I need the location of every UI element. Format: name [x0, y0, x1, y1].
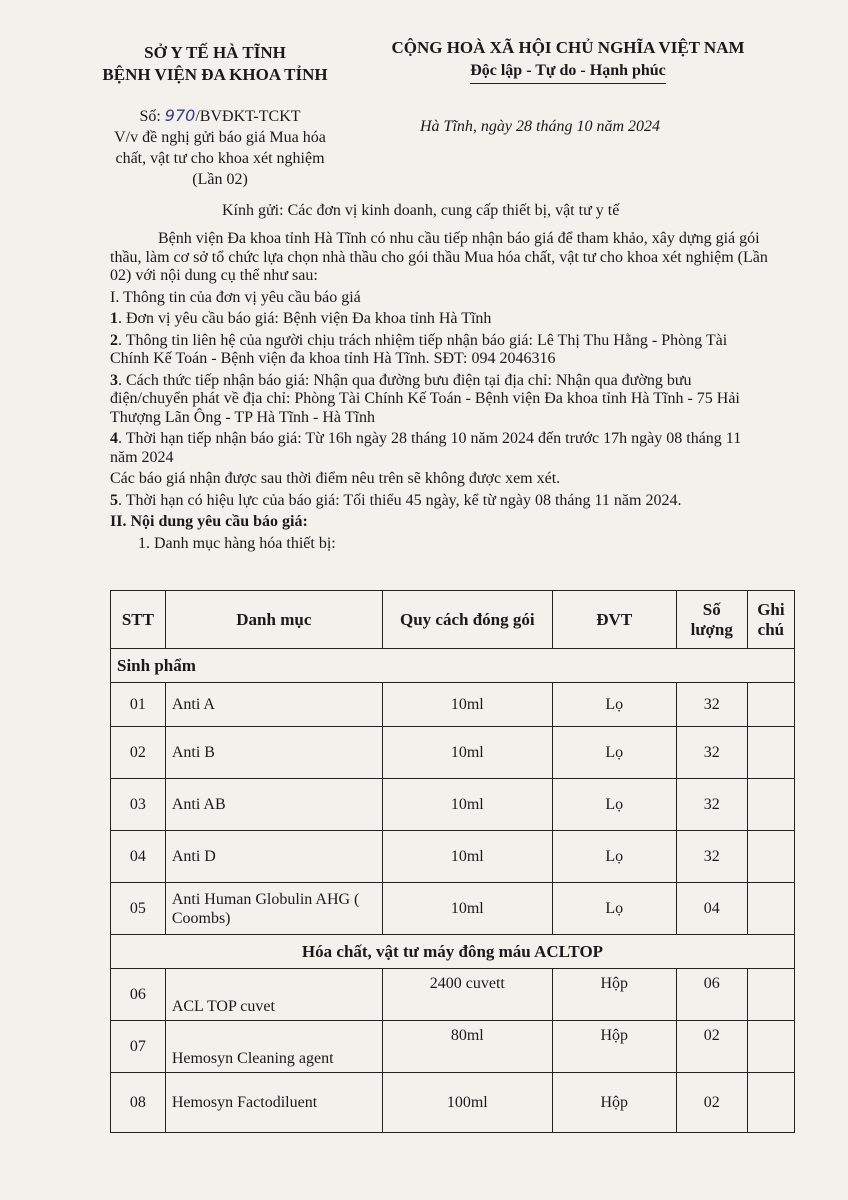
item-5: 5. Thời hạn có hiệu lực của báo giá: Tối thiểu 45 ngày, kể từ ngày 08 tháng 11 năm 2024.	[110, 491, 682, 509]
group-2-label: Hóa chất, vật tư máy đông máu ACLTOP	[111, 935, 795, 969]
nation-title: CỘNG HOÀ XÃ HỘI CHỦ NGHĨA VIỆT NAM	[391, 38, 745, 57]
cell-note	[747, 727, 794, 779]
cell-name: Anti D	[165, 831, 382, 883]
cell-name: Anti AB	[165, 779, 382, 831]
recipient-line: Kính gửi: Các đơn vị kinh doanh, cung cấp thiết bị, vật tư y tế	[222, 202, 620, 219]
header-unit: ĐVT	[552, 591, 676, 649]
cell-name: ACL TOP cuvet	[165, 969, 382, 1021]
cell-unit: Lọ	[552, 831, 676, 883]
header-stt: STT	[111, 591, 166, 649]
item-4: 4. Thời hạn tiếp nhận báo giá: Từ 16h ngày 28 tháng 10 năm 2024 đến trước 17h ngày 08 tháng 11 năm 2024	[110, 430, 742, 466]
document-date: Hà Tĩnh, ngày 28 tháng 10 năm 2024	[420, 118, 660, 135]
table-row	[111, 683, 795, 727]
table-row	[111, 831, 795, 883]
cell-note	[747, 969, 794, 1021]
item-1: 1. Đơn vị yêu cầu báo giá: Bệnh viện Đa khoa tỉnh Hà Tĩnh	[110, 310, 492, 327]
subject-line-2: chất, vật tư cho khoa xét nghiệm	[115, 150, 325, 167]
cell-name: Anti B	[165, 727, 382, 779]
cell-qty: 32	[676, 831, 747, 883]
group-row	[111, 649, 795, 683]
cell-qty: 02	[676, 1021, 747, 1073]
cell-spec: 2400 cuvett	[382, 969, 552, 1021]
item-3: 3. Cách thức tiếp nhận báo giá: Nhận qua đường bưu điện tại địa chỉ: Nhận qua đường bưu điện/chuyển phát về địa chỉ: Phòng Tài Chính Kế Toán - Bệnh viện Đa khoa tỉnh Hà Tĩnh - 75 Hải Thượng Lãn Ông - TP Hà Tĩnh - Hà Tĩnh	[110, 371, 740, 426]
group-1-label: Sinh phẩm	[111, 649, 795, 683]
cell-unit: Hộp	[552, 969, 676, 1021]
cell-stt: 08	[111, 1073, 166, 1133]
cell-qty: 04	[676, 883, 747, 935]
cell-spec: 10ml	[382, 883, 552, 935]
section-1-heading: I. Thông tin của đơn vị yêu cầu báo giá	[110, 288, 361, 306]
cell-spec: 10ml	[382, 727, 552, 779]
nation-motto: Độc lập - Tự do - Hạnh phúc	[470, 59, 666, 84]
cell-stt: 01	[111, 683, 166, 727]
cell-name: Hemosyn Factodiluent	[165, 1073, 382, 1133]
cell-note	[747, 831, 794, 883]
org-line-2: BỆNH VIỆN ĐA KHOA TỈNH	[102, 65, 328, 84]
cell-qty: 32	[676, 683, 747, 727]
table-row	[111, 779, 795, 831]
group-row	[111, 935, 795, 969]
items-table	[110, 590, 795, 1133]
document-number: Số: 970/BVĐKT-TCKT	[139, 106, 301, 125]
cell-spec: 10ml	[382, 779, 552, 831]
table-row	[111, 727, 795, 779]
header-qty: Số lượng	[676, 591, 747, 649]
cell-name: Hemosyn Cleaning agent	[165, 1021, 382, 1073]
cell-name: Anti A	[165, 683, 382, 727]
document-number-block	[100, 105, 340, 190]
cell-note	[747, 1021, 794, 1073]
cell-note	[747, 683, 794, 727]
header-spec: Quy cách đóng gói	[382, 591, 552, 649]
cell-spec: 10ml	[382, 683, 552, 727]
cell-unit: Lọ	[552, 683, 676, 727]
cell-stt: 03	[111, 779, 166, 831]
table-row	[111, 883, 795, 935]
cell-spec: 100ml	[382, 1073, 552, 1133]
cell-spec: 10ml	[382, 831, 552, 883]
list-label: 1. Danh mục hàng hóa thiết bị:	[138, 534, 336, 552]
cell-spec: 80ml	[382, 1021, 552, 1073]
table-header-row	[111, 591, 795, 649]
subject-line-3: (Lần 02)	[192, 171, 248, 188]
cell-unit: Lọ	[552, 779, 676, 831]
org-line-1: SỞ Y TẾ HÀ TĨNH	[144, 43, 286, 62]
document-body	[110, 230, 770, 556]
late-note: Các báo giá nhận được sau thời điểm nêu trên sẽ không được xem xét.	[110, 470, 561, 487]
table-row	[111, 1073, 795, 1133]
cell-stt: 06	[111, 969, 166, 1021]
section-2-heading: II. Nội dung yêu cầu báo giá:	[110, 513, 308, 530]
table-row	[111, 1021, 795, 1073]
cell-qty: 32	[676, 727, 747, 779]
cell-stt: 04	[111, 831, 166, 883]
cell-name: Anti Human Globulin AHG ( Coombs)	[165, 883, 382, 935]
table-row	[111, 969, 795, 1021]
cell-note	[747, 1073, 794, 1133]
cell-unit: Lọ	[552, 727, 676, 779]
cell-stt: 02	[111, 727, 166, 779]
cell-note	[747, 779, 794, 831]
cell-stt: 07	[111, 1021, 166, 1073]
header-name: Danh mục	[165, 591, 382, 649]
cell-unit: Hộp	[552, 1073, 676, 1133]
cell-qty: 32	[676, 779, 747, 831]
nation-header	[368, 36, 768, 84]
intro-paragraph: Bệnh viện Đa khoa tỉnh Hà Tĩnh có nhu cầu tiếp nhận báo giá để tham khảo, xây dựng giá gói thầu, làm cơ sở tổ chức lựa chọn nhà thầu cho gói thầu Mua hóa chất, vật tư cho khoa xét nghiệm (Lần 02) với nội dung cụ thể như sau:	[110, 230, 768, 284]
cell-qty: 02	[676, 1073, 747, 1133]
handwritten-number: 970	[164, 106, 196, 125]
organization-header	[100, 42, 330, 86]
header-note: Ghi chú	[747, 591, 794, 649]
cell-stt: 05	[111, 883, 166, 935]
cell-unit: Hộp	[552, 1021, 676, 1073]
cell-unit: Lọ	[552, 883, 676, 935]
cell-qty: 06	[676, 969, 747, 1021]
subject-line-1: V/v đề nghị gửi báo giá Mua hóa	[114, 129, 326, 146]
cell-note	[747, 883, 794, 935]
item-2: 2. Thông tin liên hệ của người chịu trách nhiệm tiếp nhận báo giá: Lê Thị Thu Hằng - Phòng Tài Chính Kế Toán - Bệnh viện đa khoa tỉnh Hà Tĩnh. SĐT: 094 2046316	[110, 331, 728, 367]
